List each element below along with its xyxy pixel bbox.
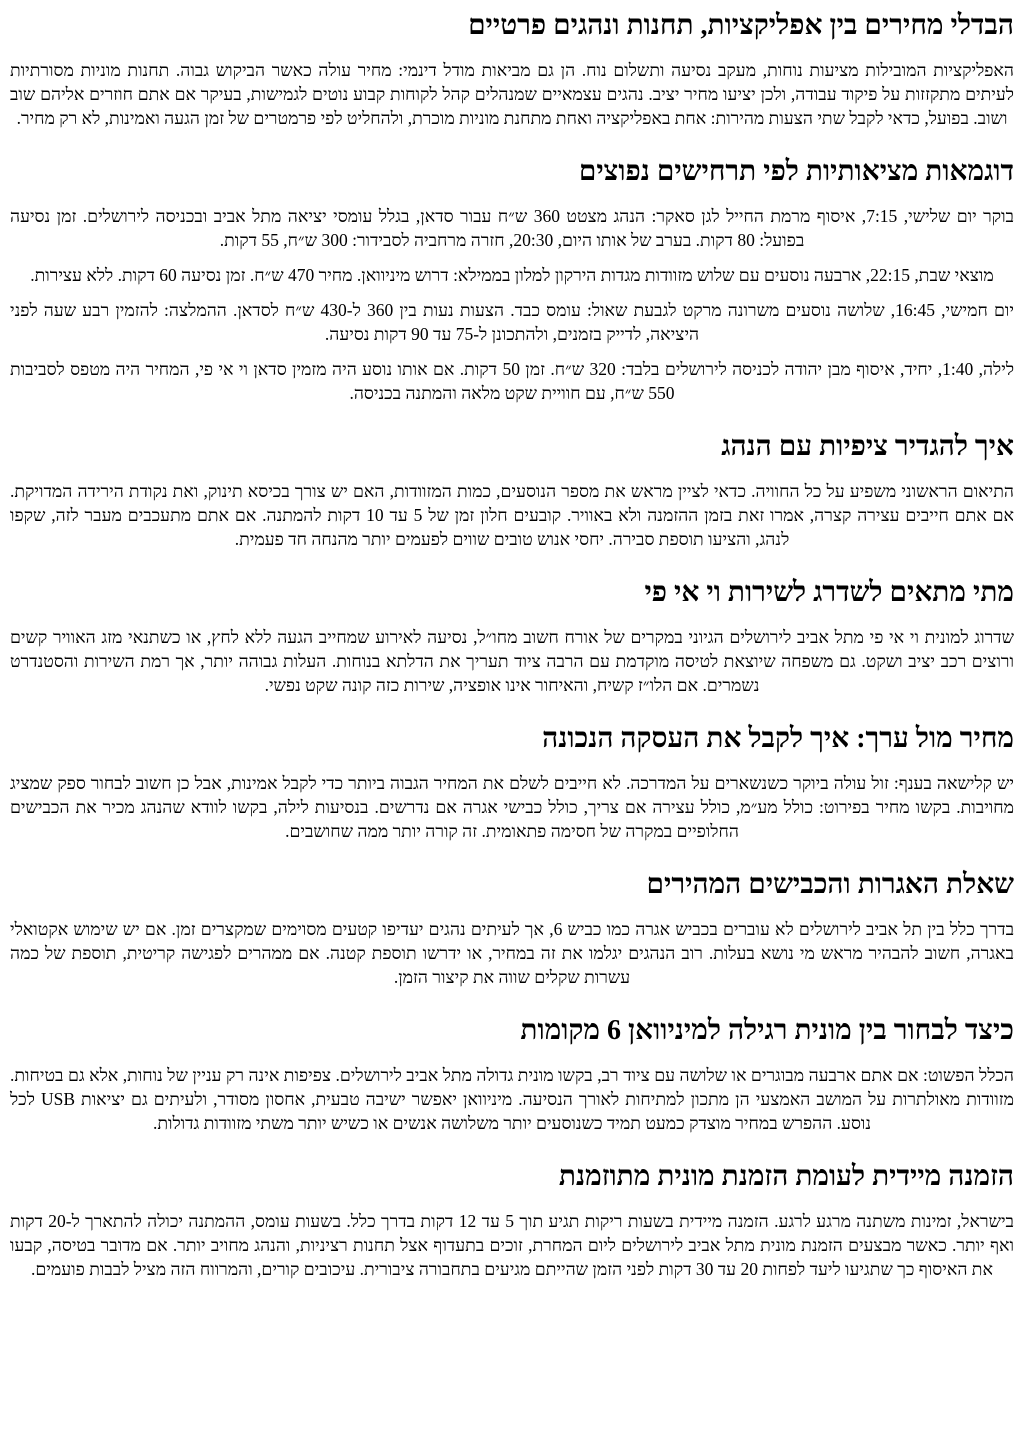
page-title: הבדלי מחירים בין אפליקציות, תחנות ונהגים פרטיים [468,10,1014,41]
section-heading: שאלת האגרות והכבישים המהירים [646,869,1014,900]
paragraph: לילה, 1:40, יחיד, איסוף מבן יהודה לכניסה לירושלים בלבד: 320 ש״ח. זמן 50 דקות. אם אותו נוסע היה מזמין סדאן וי אי פי, המחיר היה מטפס לסביבות 550 ש״ח, עם חוויית שקט מלאה והמתנה בכניסה. [10,359,1015,403]
section-price-differences [10,6,1014,130]
section-heading: כיצד לבחור בין מונית רגילה למיניוואן 6 מקומות [520,1015,1014,1046]
section-realistic-examples [10,152,1014,405]
section-heading: הזמנה מיידית לעומת הזמנת מונית מתוזמנת [558,1161,1014,1192]
section-immediate-vs-scheduled [10,1157,1014,1281]
paragraph: בדרך כלל בין תל אביב לירושלים לא עוברים בכביש אגרה כמו כביש 6, אך לעיתים נהגים יעדיפו קטעים מסוימים שמקצרים זמן. אם יש שימוש אקטואלי באגרה, חשוב להבהיר מראש מי נושא בעלות. רוב הנהגים יגלמו את זה במחיר, או ידרשו תוספת קטנה. אם ממהרים לפגישה קריטית, תוספת של כמה עשרות שקלים שווה את קיצור הזמן. [10,919,1014,987]
paragraph: יש קלישאה בענף: זול עולה ביוקר כשנשארים על המדרכה. לא חייבים לשלם את המחיר הגבוה ביותר כדי לקבל אמינות, אבל כן חשוב לבחור ספק שמציג מחויבות. בקשו מחיר בפירוט: כולל מע״מ, כולל עצירה אם צריך, כולל כבישי אגרה אם נדרשים. בנסיעות לילה, בקשו לוודא שהנהג מכיר את הכבישים החלופיים במקרה של חסימה פתאומית. זה קורה יותר ממה שחושבים. [10,773,1014,841]
paragraph: התיאום הראשוני משפיע על כל החוויה. כדאי לציין מראש את מספר הנוסעים, כמות המזוודות, האם יש צורך בכיסא תינוק, ואת נקודת הירידה המדויקת. אם אתם חייבים עצירה קצרה, אמרו זאת בזמן ההזמנה ולא באוויר. קובעים חלון זמן של 5 עד 10 דקות להמתנה. אם אתם מתעכבים מעבר לזה, שקפו לנהג, והציעו תוספת סבירה. יחסי אנוש טובים שווים לפעמים יותר מהנחה חד פעמית. [10,481,1014,549]
section-heading: מתי מתאים לשדרג לשירות וי אי פי [644,577,1014,608]
section-driver-expectations [10,427,1014,551]
section-price-vs-value [10,719,1014,843]
section-heading: דוגמאות מציאותיות לפי תרחישים נפוצים [578,156,1014,187]
paragraph: בישראל, זמינות משתנה מרגע לרגע. הזמנה מיידית בשעות ריקות תגיע תוך 5 עד 12 דקות בדרך כלל. בשעות עומס, ההמתנה יכולה להתארך ל-20 דקות ואף יותר. כאשר מבצעים הזמנת מונית מתל אביב לירושלים ליום המחרת, זוכים בתעדוף אצל תחנות רציניות, והנהג מחויב יותר. אם מדובר בטיסה, קבעו את האיסוף כך שתגיעו ליעד לפחות 20 עד 30 דקות לפני הזמן שהייתם מגיעים בתחבורה ציבורית. עיכובים קורים, והמרווח הזה מציל לבבות פועמים. [10,1211,1014,1279]
paragraph: מוצאי שבת, 22:15, ארבעה נוסעים עם שלוש מזוודות מגדות הירקון למלון בממילא: דרוש מיניוואן. מחיר 470 ש״ח. זמן נסיעה 60 דקות. ללא עצירות. [30,265,994,285]
paragraph: יום חמישי, 16:45, שלושה נוסעים משרונה מרקט לגבעת שאול: עומס כבד. הצעות נעות בין 360 ל-430 ש״ח לסדאן. ההמלצה: להזמין רבע שעה לפני היציאה, לדייק בזמנים, ולהתכונן ל-75 עד 90 דקות נסיעה. [10,300,1014,344]
paragraph: הכלל הפשוט: אם אתם ארבעה מבוגרים או שלושה עם ציוד רב, בקשו מונית גדולה מתל אביב לירושלים. צפיפות אינה רק עניין של נוחות, אלא גם בטיחות. מזוודות מאולתרות על המושב האמצעי הן מתכון למתיחות לאורך הנסיעה. מיניוואן יאפשר ישיבה טבעית, אחסון מסודר, ולעיתים גם יציאות USB לכל נוסע. ההפרש במחיר מוצדק כמעט תמיד כשנוסעים יותר משלושה אנשים או כשיש יותר משתי מזוודות גדולות. [10,1065,1014,1133]
section-heading: איך להגדיר ציפיות עם הנהג [721,431,1014,462]
paragraph: בוקר יום שלישי, 7:15, איסוף מרמת החייל לגן סאקר: הנהג מצטט 360 ש״ח עבור סדאן, בגלל עומסי יציאה מתל אביב ובכניסה לירושלים. זמן נסיעה בפועל: 80 דקות. בערב של אותו היום, 20:30, חזרה מרחביה לסבידור: 300 ש״ח, 55 דקות. [10,206,1014,250]
section-tolls-highways [10,865,1014,989]
paragraph: האפליקציות המובילות מציעות נוחות, מעקב נסיעה ותשלום נוח. הן גם מביאות מודל דינמי: מחיר עולה כאשר הביקוש גבוה. תחנות מוניות מסורתיות לעיתים מתקזזות על פיקוד עבודה, ולכן יציעו מחיר יציב. נהגים עצמאיים שמנהלים קהל לקוחות קבוע נוטים לגמישות, בעיקר אם אתם חוזרים אליהם שוב ושוב. בפועל, כדאי לקבל שתי הצעות מהירות: אחת באפליקציה ואחת מתחנת מוניות מוכרת, ולהחליט לפי פרמטרים של זמן הגעה ואמינות, לא רק מחיר. [10,60,1014,128]
paragraph: שדרוג למונית וי אי פי מתל אביב לירושלים הגיוני במקרים של אורח חשוב מחו״ל, נסיעה לאירוע שמחייב הגעה ללא לחץ, או כשתנאי מזג האוויר קשים ורוצים רכב יציב ושקט. גם משפחה שיוצאת לטיסה מוקדמת עם הרבה ציוד תעריך את הדלתא בנוחות. העלות גבוהה יותר, אך רמת השירות והסטנדרט נשמרים. אם הלו״ז קשיח, והאיחור אינו אופציה, שירות כזה קונה שקט נפשי. [10,627,1014,695]
section-vip-upgrade [10,573,1014,697]
section-sedan-vs-minivan [10,1011,1014,1135]
section-heading: מחיר מול ערך: איך לקבל את העסקה הנכונה [542,723,1014,754]
